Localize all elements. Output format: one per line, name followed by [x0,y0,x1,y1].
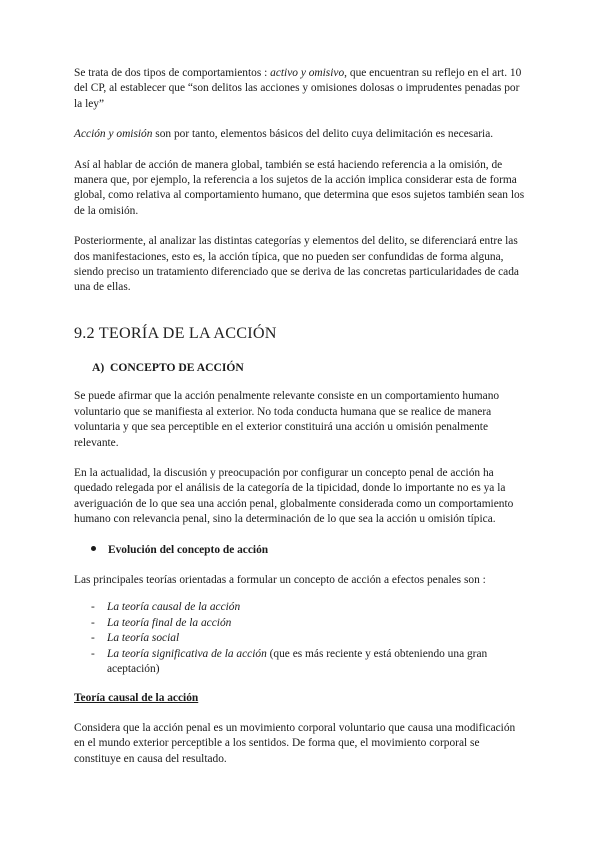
list-item [91,600,526,615]
paragraph-causal-theory: Considera que la acción penal es un movimiento corporal voluntario que causa una modificación en el mundo exterior perceptible a los sentidos. De forma que, el movimiento corporal se constituye en causa del resultado. [74,721,516,765]
theory-causal-heading: Teoría causal de la acción [74,692,199,705]
theory-name: La teoría final de la acción [107,616,232,629]
dash-marker: - [91,601,95,614]
bullet-dot-icon [91,546,96,551]
dash-marker: - [91,632,95,645]
text-segment: son por tanto, elementos básicos del delito cuya delimitación es necesaria. [152,128,494,141]
bullet-text: Evolución del concepto de acción [108,543,269,556]
paragraph-global-action: Así al hablar de acción de manera global, también se está haciendo referencia a la omisión, de manera que, por ejemplo, la referencia a los sujetos de la acción implica considerar esta de forma global, como relativa al comportamiento humano, que determina que esos sujetos también sean los de la omisión. [74,158,525,217]
list-item [91,616,526,631]
theory-name: La teoría causal de la acción [107,601,241,614]
paragraph-behavior-types [74,66,526,112]
paragraph-concept-definition: Se puede afirmar que la acción penalmente relevante consiste en un comportamiento humano voluntario que se manifiesta al exterior. No toda conducta humana que se realice de manera voluntaria y que sea perceptible en el exterior constituirá una acción u omisión penalmente relevante. [74,390,500,449]
text-segment: , que encuentran su reflejo en el art. 10 del CP, al establecer que “son delitos las acciones y omisiones dolosas o imprudentes penadas por la ley” [74,67,522,110]
section-title: 9.2 TEORÍA DE LA ACCIÓN [74,323,277,342]
paragraph-current-discussion: En la actualidad, la discusión y preocupación por configurar un concepto penal de acción ha quedado relegada por el análisis de la categoría de la tipicidad, donde lo importante no es ya la averiguación de lo que sea una acción penal, globalmente considerada como un comportamiento humano con relevancia penal, sino la determinación de lo que sea la acción u omisión típica. [74,466,514,526]
list-item [91,631,526,646]
text-segment: Se trata de dos tipos de comportamientos : [74,67,271,79]
paragraph-action-omission [74,127,526,142]
italic-term: activo y omisivo [270,67,345,79]
theory-extra: (que es más reciente y está obteniendo una gran aceptación) [107,647,488,675]
theory-name: La teoría significativa de la acción [107,647,267,660]
theory-name: La teoría social [107,632,180,645]
theories-list [74,600,526,677]
paragraph-theories-intro: Las principales teorías orientadas a formular un concepto de acción a efectos penales son : [74,573,486,586]
subheading-concept: A) CONCEPTO DE ACCIÓN [92,360,244,374]
list-item [91,647,526,678]
paragraph-differentiation: Posteriormente, al analizar las distintas categorías y elementos del delito, se diferenciará entre las dos manifestaciones, esto es, la acción típica, que no pueden ser confundidas de forma alguna, siendo preciso un tratamiento diferenciado que se deriva de las concretas particularidades de cada una de ellas. [74,235,519,294]
dash-marker: - [91,616,95,629]
italic-term: Acción y omisión [74,128,153,141]
dash-marker: - [91,647,95,660]
bullet-evolution [91,543,526,558]
